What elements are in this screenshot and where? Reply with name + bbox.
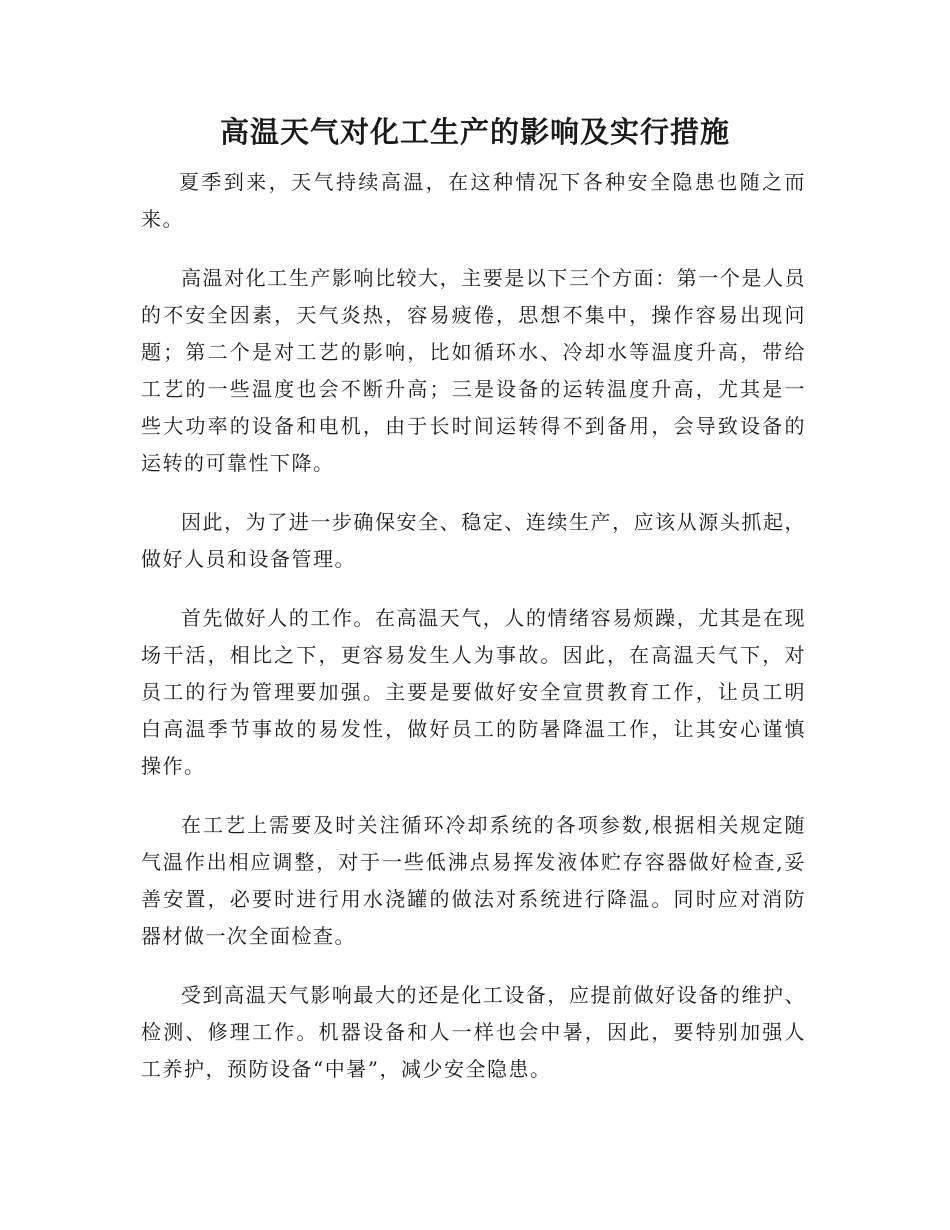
paragraph: 高温对化工生产影响比较大，主要是以下三个方面：第一个是人员的不安全因素，天气炎热，容易疲倦，思想不集中，操作容易出现问题；第二个是对工艺的影响，比如循环水、冷却水等温度升高，带给工艺的一些温度也会不断升高；三是设备的运转温度升高，尤其是一些大功率的设备和电机，由于长时间运转得不到备用，会导致设备的运转的可靠性下降。 [141,266,806,475]
paragraph: 受到高温天气影响最大的还是化工设备，应提前做好设备的维护、检测、修理工作。机器设备和人一样也会中暑，因此，要特别加强人工养护，预防设备“中暑”，减少安全隐患。 [141,983,806,1081]
paragraph: 夏季到来，天气持续高温，在这种情况下各种安全隐患也随之而来。 [141,170,806,231]
paragraph: 在工艺上需要及时关注循环冷却系统的各项参数,根据相关规定随气温作出相应调整，对于一些低沸点易挥发液体贮存容器做好检查,妥善安置，必要时进行用水浇罐的做法对系统进行降温。同时应对消防器材做一次全面检查。 [141,813,806,948]
paragraph: 因此，为了进一步确保安全、稳定、连续生产，应该从源头抓起，做好人员和设备管理。 [141,510,806,571]
paragraph: 首先做好人的工作。在高温天气，人的情绪容易烦躁，尤其是在现场干活，相比之下，更容易发生人为事故。因此，在高温天气下，对员工的行为管理要加强。主要是要做好安全宣贯教育工作，让员工明白高温季节事故的易发性，做好员工的防暑降温工作，让其安心谨慎操作。 [141,606,806,778]
document-title: 高温天气对化工生产的影响及实行措施 [219,115,730,149]
document-body [141,164,806,1110]
